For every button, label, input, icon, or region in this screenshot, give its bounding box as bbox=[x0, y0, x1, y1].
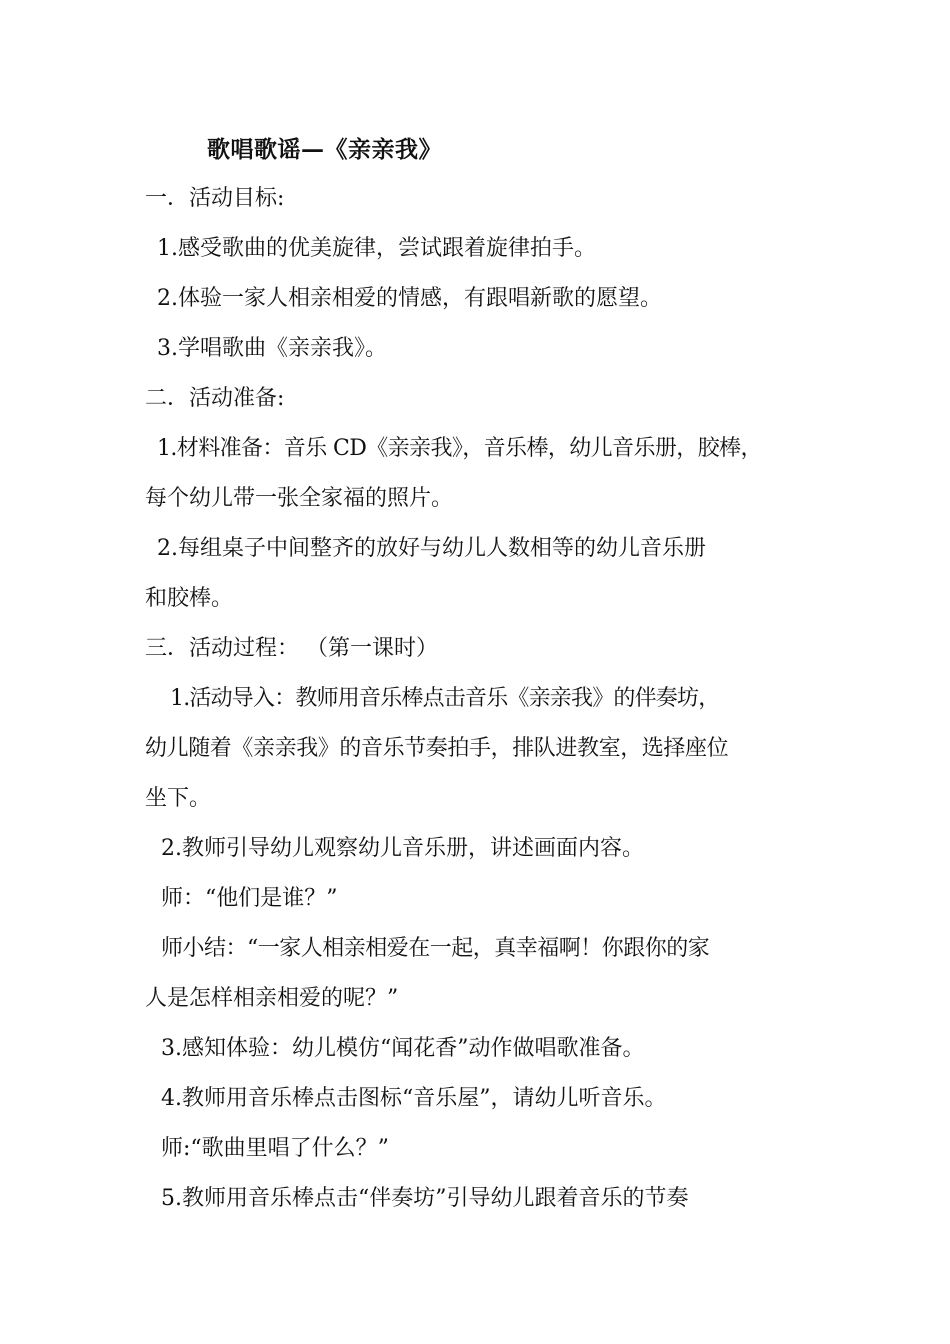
process-step-5: 5.教师用音乐棒点击“伴奏坊”引导幼儿跟着音乐的节奏 bbox=[161, 1186, 689, 1211]
teacher-summary-cont: 人是怎样相亲相爱的呢？” bbox=[145, 986, 399, 1011]
process-step-1-cont: 幼儿随着《亲亲我》的音乐节奏拍手，排队进教室，选择座位 bbox=[145, 736, 729, 761]
process-step-1-cont-2: 坐下。 bbox=[145, 786, 212, 811]
document-title: 歌唱歌谣—《亲亲我》 bbox=[207, 136, 442, 163]
goal-item-1: 1.感受歌曲的优美旋律，尝试跟着旋律拍手。 bbox=[157, 236, 596, 261]
process-step-4: 4.教师用音乐棒点击图标“音乐屋”，请幼儿听音乐。 bbox=[161, 1086, 667, 1111]
process-step-2: 2.教师引导幼儿观察幼儿音乐册，讲述画面内容。 bbox=[161, 836, 644, 861]
goal-item-3: 3.学唱歌曲《亲亲我》。 bbox=[157, 336, 387, 361]
process-step-3: 3.感知体验：幼儿模仿“闻花香”动作做唱歌准备。 bbox=[161, 1036, 645, 1061]
process-step-1: 1.活动导入：教师用音乐棒点击音乐《亲亲我》的伴奏坊， bbox=[170, 686, 720, 711]
preparation-item-1: 1.材料准备：音乐 CD《亲亲我》，音乐棒，幼儿音乐册，胶棒， bbox=[157, 436, 762, 461]
preparation-item-1-cont: 每个幼儿带一张全家福的照片。 bbox=[145, 486, 454, 511]
teacher-question-1: 师：“他们是谁？” bbox=[161, 886, 338, 911]
teacher-question-2: 师:“歌曲里唱了什么？” bbox=[161, 1136, 389, 1161]
section-heading-goals: 一．活动目标: bbox=[145, 186, 285, 211]
goal-item-2: 2.体验一家人相亲相爱的情感，有跟唱新歌的愿望。 bbox=[157, 286, 662, 311]
preparation-item-2: 2.每组桌子中间整齐的放好与幼儿人数相等的幼儿音乐册 bbox=[157, 536, 706, 561]
section-heading-preparation: 二．活动准备: bbox=[145, 386, 285, 411]
teacher-summary: 师小结：“一家人相亲相爱在一起，真幸福啊！你跟你的家 bbox=[161, 936, 710, 961]
section-heading-process: 三．活动过程： （第一课时） bbox=[145, 636, 438, 661]
preparation-item-2-cont: 和胶棒。 bbox=[145, 586, 234, 611]
